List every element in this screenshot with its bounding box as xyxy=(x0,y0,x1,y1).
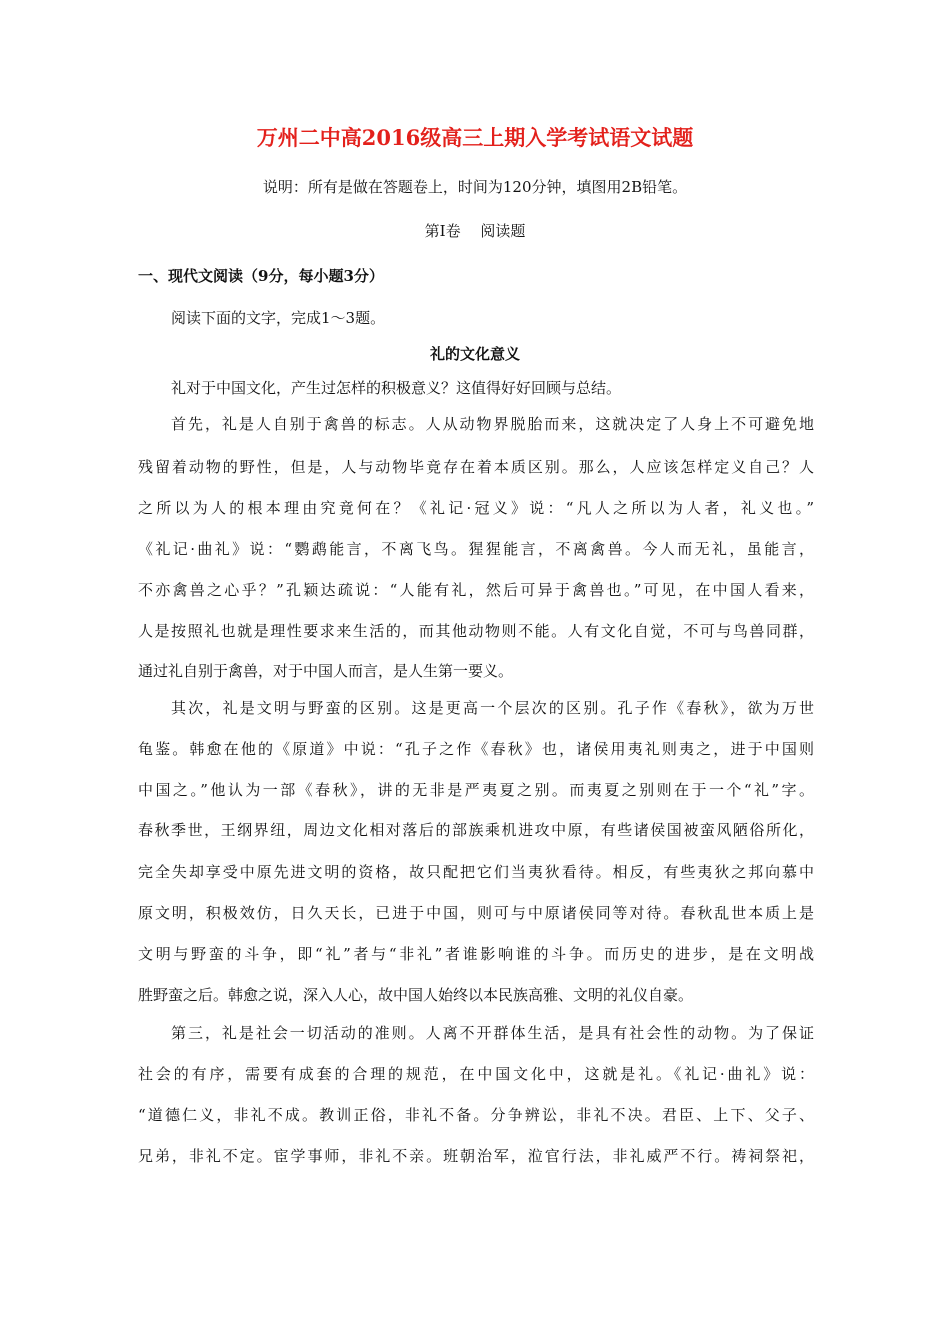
reading-instruction: 阅读下面的文字，完成1～3题。 xyxy=(171,309,386,327)
exam-title: 万州二中高2016级高三上期入学考试语文试题 xyxy=(256,125,694,150)
article-line: 不亦禽兽之心乎？”孔颖达疏说：“人能有礼，然后可异于禽兽也。”可见，在中国人看来， xyxy=(138,581,814,599)
article-line: 首先，礼是人自别于禽兽的标志。人从动物界脱胎而来，这就决定了人身上不可避免地 xyxy=(171,415,814,433)
article-line: 残留着动物的野性，但是，人与动物毕竟存在着本质区别。那么，人应该怎样定义自己？人 xyxy=(138,458,814,476)
article-line: 社会的有序，需要有成套的合理的规范，在中国文化中，这就是礼。《礼记·曲礼》说： xyxy=(138,1065,814,1083)
article-line: 第三，礼是社会一切活动的准则。人离不开群体生活，是具有社会性的动物。为了保证 xyxy=(171,1024,814,1042)
article-title: 礼的文化意义 xyxy=(429,345,520,363)
article-line: 《礼记·曲礼》说：“鹦鹉能言，不离飞鸟。猩猩能言，不离禽兽。今人而无礼，虽能言， xyxy=(138,540,814,558)
article-line: 胜野蛮之后。韩愈之说，深入人心，故中国人始终以本民族高雅、文明的礼仪自豪。 xyxy=(138,986,694,1004)
article-line: 兄弟，非礼不定。宦学事师，非礼不亲。班朝治军，涖官行法，非礼威严不行。祷祠祭祀， xyxy=(138,1147,814,1165)
article-line: 中国之。”他认为一部《春秋》，讲的无非是严夷夏之别。而夷夏之别则在于一个“礼”字。 xyxy=(138,781,814,799)
article-line: “道德仁义，非礼不成。教训正俗，非礼不备。分争辨讼，非礼不决。君臣、上下、父子、 xyxy=(138,1106,814,1124)
article-line: 龟鉴。韩愈在他的《原道》中说：“孔子之作《春秋》也，诸侯用夷礼则夷之，进于中国则 xyxy=(138,740,814,758)
article-line: 春秋季世，王纲界纽，周边文化相对落后的部族乘机进攻中原，有些诸侯国被蛮风陋俗所化， xyxy=(138,821,814,839)
article-line: 其次，礼是文明与野蛮的区别。这是更高一个层次的区别。孔子作《春秋》，欲为万世 xyxy=(171,699,814,717)
article-line: 原文明，积极效仿，日久天长，已进于中国，则可与中原诸侯同等对待。春秋乱世本质上是 xyxy=(138,904,814,922)
article-line: 文明与野蛮的斗争，即“礼”者与“非礼”者谁影响谁的斗争。而历史的进步，是在文明战 xyxy=(138,945,814,963)
exam-instructions-note: 说明：所有是做在答题卷上，时间为120分钟，填图用2B铅笔。 xyxy=(262,178,688,196)
article-line: 通过礼自别于禽兽，对于中国人而言，是人生第一要义。 xyxy=(138,662,514,680)
section-heading: 一、现代文阅读（9分，每小题3分） xyxy=(138,267,384,285)
article-line: 完全失却享受中原先进文明的资格，故只配把它们当夷狄看待。相反，有些夷狄之邦向慕中 xyxy=(138,863,814,881)
volume-heading: 第Ⅰ卷 阅读题 xyxy=(424,222,526,240)
article-line: 之所以为人的根本理由究竟何在？《礼记·冠义》说：“凡人之所以为人者，礼义也。” xyxy=(138,499,814,517)
article-line: 人是按照礼也就是理性要求来生活的，而其他动物则不能。人有文化自觉，不可与鸟兽同群， xyxy=(138,622,814,640)
article-line: 礼对于中国文化，产生过怎样的积极意义？这值得好好回顾与总结。 xyxy=(171,379,622,397)
